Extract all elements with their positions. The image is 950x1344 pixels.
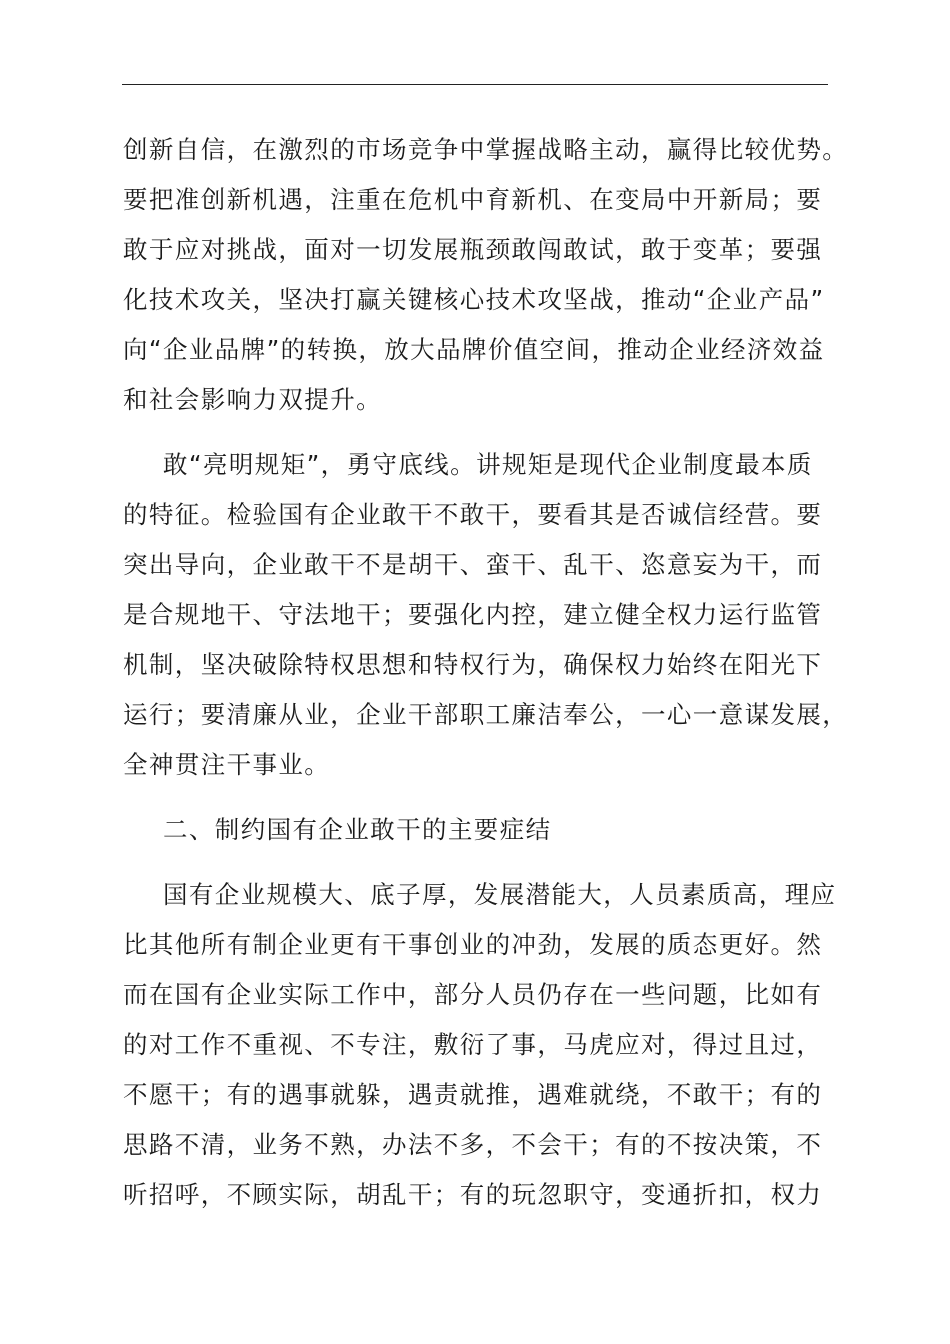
text-line: 化技术攻关，坚决打赢关键核心技术攻坚战，推动“企业产品” <box>123 285 825 314</box>
section-heading <box>123 805 829 855</box>
document-body <box>123 125 849 1220</box>
text-line: 的对工作不重视、不专注，敷衍了事，马虎应对，得过且过， <box>123 1030 823 1059</box>
text-line: 突出导向，企业敢干不是胡干、蛮干、乱干、恣意妄为干，而 <box>123 550 823 579</box>
text-line: 要把准创新机遇，注重在危机中育新机、在变局中开新局；要 <box>123 185 823 214</box>
text-line: 敢于应对挑战，面对一切发展瓶颈敢闯敢试，敢于变革；要强 <box>123 235 823 264</box>
text-line: 思路不清，业务不熟，办法不多，不会干；有的不按决策，不 <box>123 1130 823 1159</box>
text-line: 而在国有企业实际工作中，部分人员仍存在一些问题，比如有 <box>123 980 823 1009</box>
text-line: 创新自信，在激烈的市场竞争中掌握战略主动，赢得比较优势。 <box>123 135 849 164</box>
text-line: 运行；要清廉从业，企业干部职工廉洁奉公，一心一意谋发展， <box>123 700 849 729</box>
text-line: 不愿干；有的遇事就躲，遇责就推，遇难就绕，不敢干；有的 <box>123 1080 823 1109</box>
text-line: 敢“亮明规矩”，勇守底线。讲规矩是现代企业制度最本质 <box>163 450 813 479</box>
paragraph-2 <box>123 440 849 790</box>
text-line: 全神贯注干事业。 <box>123 750 331 779</box>
text-line: 机制，坚决破除特权思想和特权行为，确保权力始终在阳光下 <box>123 650 823 679</box>
text-line: 和社会影响力双提升。 <box>123 385 382 414</box>
paragraph-1 <box>123 125 849 425</box>
section-heading-text: 二、制约国有企业敢干的主要症结 <box>163 815 552 844</box>
paragraph-3 <box>123 870 837 1220</box>
header-rule <box>122 84 828 85</box>
text-line: 比其他所有制企业更有干事创业的冲劲，发展的质态更好。然 <box>123 930 823 959</box>
text-line: 听招呼，不顾实际，胡乱干；有的玩忽职守，变通折扣，权力 <box>123 1180 823 1209</box>
text-line: 向“企业品牌”的转换，放大品牌价值空间，推动企业经济效益 <box>123 335 825 364</box>
text-line: 是合规地干、守法地干；要强化内控，建立健全权力运行监管 <box>123 600 823 629</box>
text-line: 的特征。检验国有企业敢干不敢干，要看其是否诚信经营。要 <box>123 500 823 529</box>
text-line: 国有企业规模大、底子厚，发展潜能大，人员素质高，理应 <box>163 880 837 909</box>
